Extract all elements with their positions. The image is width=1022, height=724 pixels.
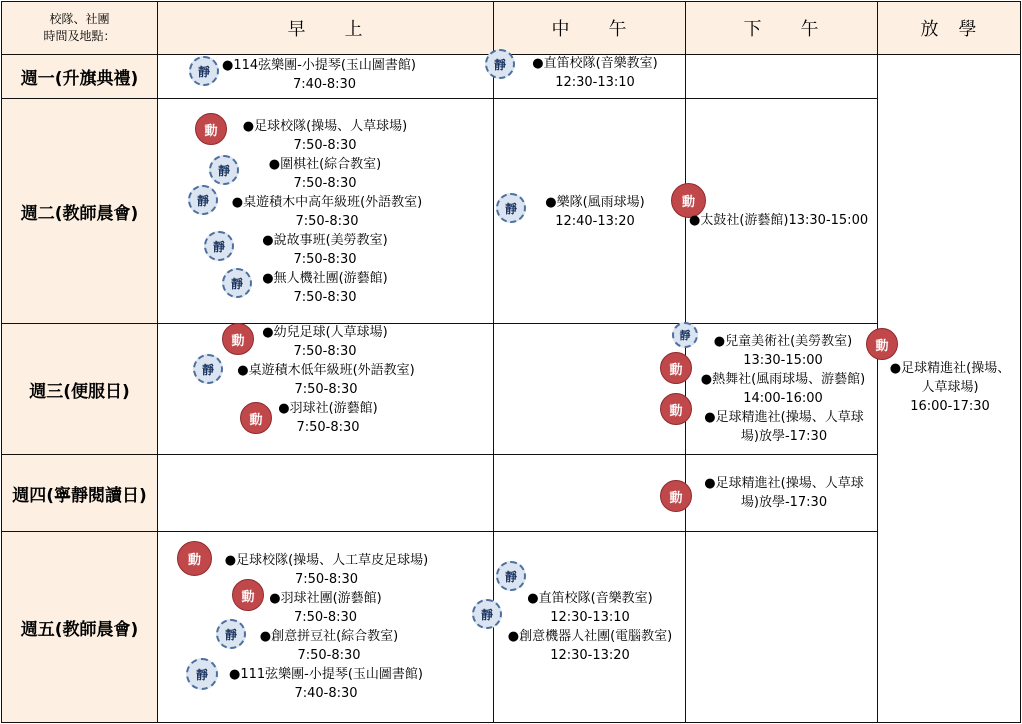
activity-name: ●114弦樂團-小提琴(玉山圖書館) <box>222 58 416 73</box>
activity-time: 7:50-8:30 <box>294 572 359 587</box>
day-label-fri: 週五(教師晨會) <box>2 532 157 722</box>
active-activity-icon: 動 <box>660 480 692 512</box>
activity-name: ●足球精進社(操場、人草球 <box>704 410 864 425</box>
activity-time: 16:00-17:30 <box>910 399 990 414</box>
activity-fri-morning-3 <box>249 627 409 665</box>
activity-name: ●直笛校隊(音樂教室) <box>527 591 653 606</box>
activity-time: 7:40-8:30 <box>292 77 357 92</box>
grid-line <box>1 722 1021 723</box>
activity-name: ●太鼓社(游藝館)13:30-15:00 <box>689 213 869 228</box>
activity-wed-afternoon-2 <box>690 370 876 408</box>
activity-name: ●樂隊(風雨球場) <box>545 195 645 210</box>
activity-wed-morning-1 <box>255 323 395 361</box>
static-activity-icon: 靜 <box>496 193 526 223</box>
static-activity-icon: 靜 <box>186 658 218 690</box>
header-afternoon: 下 午 <box>686 2 877 54</box>
active-activity-icon: 動 <box>222 323 254 355</box>
activity-name: ●111弦樂團-小提琴(玉山圖書館) <box>229 667 423 682</box>
activity-name: ●幼兒足球(人草球場) <box>262 325 388 340</box>
activity-time: 場)放學-17:30 <box>740 429 828 444</box>
activity-name: ●無人機社團(游藝館) <box>262 271 388 286</box>
day-label-thu: 週四(寧靜閱讀日) <box>2 455 157 531</box>
activity-time: 7:50-8:30 <box>293 176 357 191</box>
active-activity-icon: 動 <box>660 393 692 425</box>
activity-tue-morning-1 <box>235 117 415 155</box>
activity-tue-afternoon-1 <box>689 211 877 230</box>
static-activity-icon: 靜 <box>189 56 219 86</box>
corner-line-2: 時間及地點： <box>43 29 116 43</box>
activity-time: 12:30-13:10 <box>550 610 630 625</box>
activity-tue-morning-4 <box>250 231 400 269</box>
static-activity-icon: 靜 <box>216 619 246 649</box>
grid-line <box>1020 1 1021 723</box>
activity-fri-noon-1 <box>515 589 665 627</box>
active-activity-icon: 動 <box>232 579 264 611</box>
activity-wed-afternoon-1 <box>703 332 863 370</box>
static-activity-icon: 靜 <box>222 268 252 298</box>
static-activity-icon: 靜 <box>188 185 218 215</box>
active-activity-icon: 動 <box>240 402 272 434</box>
day-label-mon: 週一(升旗典禮) <box>2 55 157 98</box>
static-activity-icon: 靜 <box>496 561 526 591</box>
activity-name: ●說故事班(美勞教室) <box>262 233 388 248</box>
static-activity-icon: 靜 <box>193 354 223 384</box>
activity-tue-morning-5 <box>250 269 400 307</box>
grid-line <box>1 454 878 455</box>
grid-line <box>1 323 878 324</box>
activity-name: ●熱舞社(風雨球場、游藝館) <box>700 372 866 387</box>
activity-fri-morning-2 <box>263 589 388 627</box>
active-activity-icon: 動 <box>866 328 898 360</box>
activity-time: 7:50-8:30 <box>295 214 359 229</box>
activity-name: ●兒童美術社(美勞教室) <box>713 334 853 349</box>
activity-fri-morning-4 <box>221 665 431 703</box>
activity-time: 7:50-8:30 <box>293 252 357 267</box>
active-activity-icon: 動 <box>660 352 692 384</box>
activity-thu-afternoon-1 <box>694 474 874 512</box>
grid-line <box>157 1 158 723</box>
activity-name: ●羽球社團(游藝館) <box>269 591 382 606</box>
activity-name: ●創意機器人社團(電腦教室) <box>507 629 673 644</box>
active-activity-icon: 動 <box>671 183 706 218</box>
grid-line <box>1 98 878 99</box>
activity-name: ●創意拼豆社(綜合教室) <box>259 629 399 644</box>
activity-mon-noon-1 <box>520 54 670 92</box>
activity-tue-noon-1 <box>530 193 660 231</box>
activity-wed-morning-3 <box>268 399 388 437</box>
activity-time: 7:50-8:30 <box>293 610 358 625</box>
activity-name: ●直笛校隊(音樂教室) <box>532 56 658 71</box>
activity-mon-morning-1 <box>222 56 432 94</box>
activity-name: ●桌遊積木中高年級班(外語教室) <box>231 195 423 210</box>
activity-name: ●足球校隊(操場、人工草皮足球場) <box>224 553 429 568</box>
activity-time: 12:40-13:20 <box>555 214 635 229</box>
activity-time: 場)放學-17:30 <box>740 495 828 510</box>
activity-name-line2: 人草球場) <box>921 380 979 395</box>
activity-time: 7:40-8:30 <box>294 686 358 701</box>
activity-name: ●桌遊積木低年級班(外語教室) <box>237 363 415 378</box>
activity-tue-morning-2 <box>250 155 400 193</box>
activity-time: 7:50-8:30 <box>293 344 357 359</box>
active-activity-icon: 動 <box>195 113 227 145</box>
header-noon: 中 午 <box>494 2 685 54</box>
activity-time: 7:50-8:30 <box>294 382 358 397</box>
activity-name: ●足球精進社(操場、人草球 <box>704 476 864 491</box>
static-activity-icon: 靜 <box>209 155 239 185</box>
corner-line-1: 校隊、社團 <box>49 12 110 26</box>
grid-line <box>1 1 2 723</box>
activity-fri-noon-2 <box>497 627 683 665</box>
static-activity-icon: 靜 <box>204 231 234 261</box>
activity-name: ●足球校隊(操場、人草球場) <box>242 119 408 134</box>
header-after-school: 放 學 <box>878 2 1020 54</box>
static-activity-icon: 靜 <box>672 322 698 348</box>
activity-name: ●羽球社(游藝館) <box>278 401 378 416</box>
activity-time: 7:50-8:30 <box>293 138 357 153</box>
activity-name: ●圍棋社(綜合教室) <box>268 157 382 172</box>
activity-time: 7:50-8:30 <box>296 420 360 435</box>
activity-time: 13:30-15:00 <box>743 353 823 368</box>
day-label-wed: 週三(便服日) <box>2 324 157 454</box>
day-label-tue: 週二(教師晨會) <box>2 99 157 323</box>
header-morning: 早 上 <box>158 2 493 54</box>
activity-time: 14:00-16:00 <box>743 391 823 406</box>
activity-name: ●足球精進社(操場、 <box>889 361 1011 376</box>
activity-wed-morning-2 <box>226 361 426 399</box>
static-activity-icon: 靜 <box>472 599 502 629</box>
activity-time: 12:30-13:10 <box>555 75 635 90</box>
activity-wed-afternoon-3 <box>694 408 874 446</box>
corner-header <box>2 2 157 54</box>
activity-time: 7:50-8:30 <box>297 648 361 663</box>
grid-line <box>877 1 878 723</box>
activity-tue-morning-3 <box>222 193 432 231</box>
activity-after-school-1 <box>880 359 1020 416</box>
active-activity-icon: 動 <box>177 541 212 576</box>
activity-time: 7:50-8:30 <box>293 290 357 305</box>
grid-line <box>1 1 1021 2</box>
activity-time: 12:30-13:20 <box>550 648 630 663</box>
grid-line <box>1 531 878 532</box>
static-activity-icon: 靜 <box>485 49 515 79</box>
